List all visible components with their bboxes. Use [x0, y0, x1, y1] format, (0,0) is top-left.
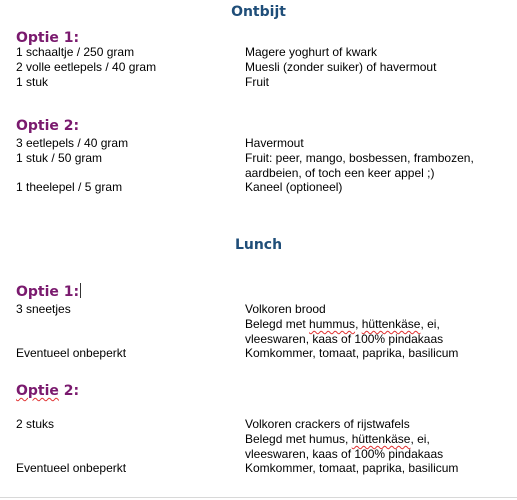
lunch-option1-title: [16, 283, 81, 300]
spelling-flagged-word: Optie: [16, 383, 59, 399]
breakfast-option1-item-1: Magere yoghurt of kwark: [245, 45, 378, 59]
spelling-flagged-word: hummus: [309, 317, 356, 331]
lunch-option2-item-2-line1: [245, 432, 513, 447]
text-cursor: [80, 283, 81, 298]
lunch-option2-item-2: [245, 432, 513, 462]
breakfast-option2-title: Optie 2:: [16, 118, 80, 134]
lunch-option2-qty-3: Eventueel onbeperkt: [16, 461, 127, 475]
lunch-option2-item-2-line2: vleeswaren, kaas of 100% pindakaas: [245, 447, 444, 461]
breakfast-option2-item-1: Havermout: [245, 136, 304, 150]
lunch-option2-title: [16, 383, 79, 399]
lunch-option1-item-2-line2: vleeswaren, kaas of 100% pindakaas: [245, 332, 444, 346]
breakfast-option1-qty-2: 2 volle eetlepels / 40 gram: [16, 60, 157, 74]
text-fragment: , ei,: [410, 432, 430, 446]
breakfast-option2-item-3: Kaneel (optioneel): [245, 180, 343, 194]
breakfast-option1-item-2: Muesli (zonder suiker) of havermout: [245, 60, 437, 74]
spelling-flagged-word: hüttenkäse: [351, 432, 411, 446]
lunch-option1-qty-3: Eventueel onbeperkt: [16, 346, 127, 360]
breakfast-option1-qty-3: 1 stuk: [16, 75, 49, 89]
text-fragment: ,: [355, 317, 362, 331]
breakfast-option2-item-2: [245, 151, 513, 181]
lunch-option2-qty-1: 2 stuks: [16, 417, 55, 431]
lunch-option1-title-text: Optie 1:: [16, 284, 80, 300]
breakfast-option2-qty-2: 1 stuk / 50 gram: [16, 151, 103, 165]
lunch-option2-title-rest: 2:: [58, 383, 80, 399]
breakfast-option2-qty-3: 1 theelepel / 5 gram: [16, 180, 123, 194]
breakfast-option2-item-2-line1: Fruit: peer, mango, bosbessen, frambozen,: [245, 151, 474, 165]
text-fragment: Belegd met: [245, 317, 310, 331]
breakfast-option2-item-2-line2: aardbeien, of toch een keer appel ;): [245, 166, 435, 180]
spelling-flagged-word: hüttenkäse: [361, 317, 421, 331]
breakfast-heading: Ontbijt: [231, 4, 286, 20]
lunch-option1-item-2-line1: [245, 317, 513, 332]
lunch-option1-qty-1: 3 sneetjes: [16, 302, 71, 316]
page-edge-divider: [0, 497, 517, 498]
breakfast-option1-item-3: Fruit: [245, 75, 269, 89]
lunch-option1-item-3: Komkommer, tomaat, paprika, basilicum: [245, 346, 459, 360]
breakfast-option1-qty-1: 1 schaaltje / 250 gram: [16, 45, 135, 59]
lunch-option1-item-1: Volkoren brood: [245, 302, 326, 316]
breakfast-option1-title: Optie 1:: [16, 30, 80, 46]
lunch-option1-item-2: [245, 317, 513, 347]
breakfast-option2-qty-1: 3 eetlepels / 40 gram: [16, 136, 129, 150]
lunch-option2-item-3: Komkommer, tomaat, paprika, basilicum: [245, 461, 459, 475]
lunch-heading: Lunch: [234, 237, 283, 253]
lunch-option2-item-1: Volkoren crackers of rijstwafels: [245, 417, 410, 431]
text-fragment: , ei,: [420, 317, 440, 331]
text-fragment: Belegd met humus,: [245, 432, 352, 446]
